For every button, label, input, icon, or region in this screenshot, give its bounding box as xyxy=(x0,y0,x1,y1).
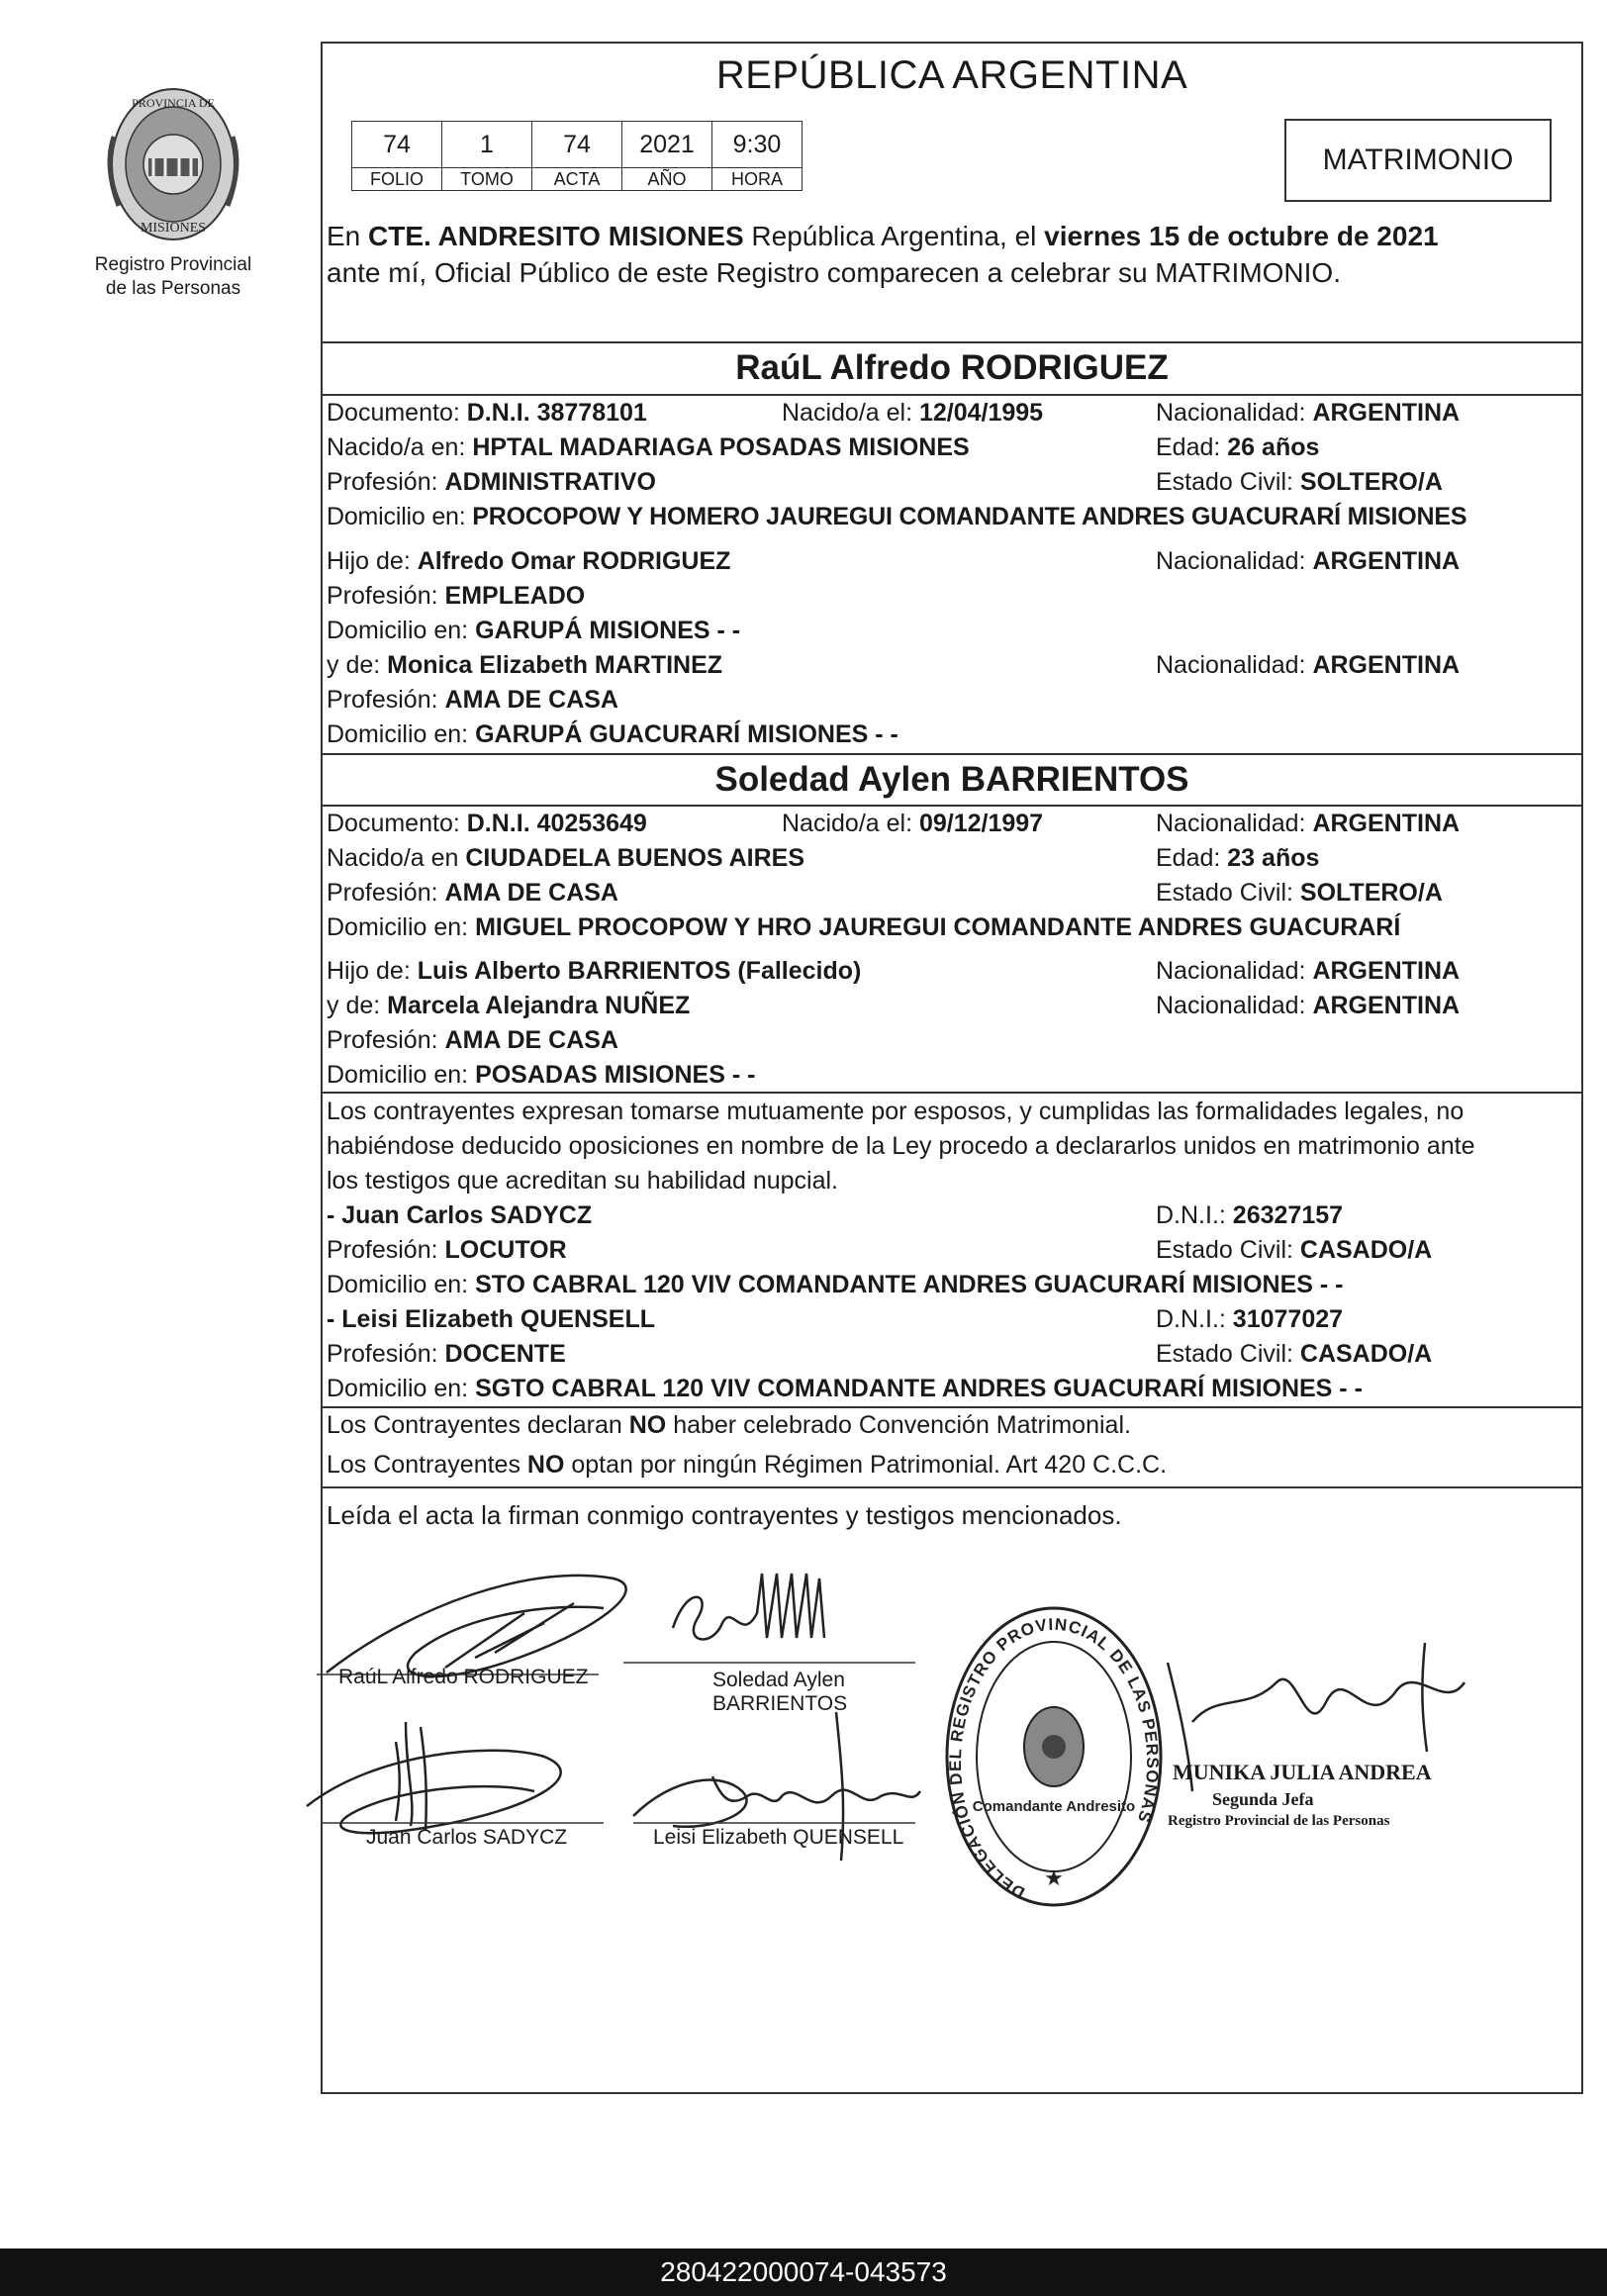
bride-document: Documento: D.N.I. 40253649 xyxy=(327,810,647,837)
divider xyxy=(321,753,1583,755)
footer-code: 280422000074-043573 xyxy=(0,2248,1607,2296)
official-role: Segunda Jefa xyxy=(1212,1789,1314,1809)
groom-birthdate: Nacido/a el: 12/04/1995 xyxy=(782,399,1044,427)
groom-father-address: Domicilio en: GARUPÁ MISIONES - - xyxy=(327,617,741,644)
bride-civil-status: Estado Civil: SOLTERO/A xyxy=(1156,879,1443,907)
registry-stamp xyxy=(940,1598,1168,1915)
anio-value: 2021 xyxy=(622,122,712,168)
bride-mother-nationality: Nacionalidad: ARGENTINA xyxy=(1156,992,1461,1019)
acta-label: ACTA xyxy=(532,168,622,191)
svg-text:Comandante Andresito: Comandante Andresito xyxy=(972,1798,1136,1815)
logo-caption xyxy=(69,253,277,301)
witness2-address: Domicilio en: SGTO CABRAL 120 VIV COMANDANTE ANDRES GUACURARÍ MISIONES - - xyxy=(327,1375,1363,1402)
divider xyxy=(321,1092,1583,1094)
bride-mother: y de: Marcela Alejandra NUÑEZ xyxy=(327,992,691,1019)
divider xyxy=(321,394,1583,396)
groom-age: Edad: 26 años xyxy=(1156,433,1320,461)
intro-line2: ante mí, Oficial Público de este Registro comparecen a celebrar su MATRIMONIO. xyxy=(327,257,1341,288)
official-office: Registro Provincial de las Personas xyxy=(1168,1813,1390,1829)
intro-date: viernes 15 de octubre de 2021 xyxy=(1044,221,1439,251)
closing-statement: Leída el acta la firman conmigo contrayentes y testigos mencionados. xyxy=(327,1500,1122,1530)
hora-label: HORA xyxy=(712,168,803,191)
folio-value: 74 xyxy=(352,122,442,168)
intro-place: CTE. ANDRESITO MISIONES xyxy=(368,221,744,251)
groom-mother-profession: Profesión: AMA DE CASA xyxy=(327,686,618,714)
bride-address: Domicilio en: MIGUEL PROCOPOW Y HRO JAUREGUI COMANDANTE ANDRES GUACURARÍ xyxy=(327,913,1401,941)
bride-nationality: Nacionalidad: ARGENTINA xyxy=(1156,810,1461,837)
witness2-profession: Profesión: DOCENTE xyxy=(327,1340,566,1368)
witness2-civil-status: Estado Civil: CASADO/A xyxy=(1156,1340,1433,1368)
svg-text:PROVINCIA DE: PROVINCIA DE xyxy=(132,96,215,110)
bride-name: Soledad Aylen BARRIENTOS xyxy=(714,760,1189,799)
groom-father: Hijo de: Alfredo Omar RODRIGUEZ xyxy=(327,547,731,575)
regime-line1: Los Contrayentes declaran NO haber celebrado Convención Matrimonial. xyxy=(327,1411,1131,1439)
groom-mother: y de: Monica Elizabeth MARTINEZ xyxy=(327,651,723,679)
groom-address: Domicilio en: PROCOPOW Y HOMERO JAUREGUI COMANDANTE ANDRES GUACURARÍ MISIONES xyxy=(327,503,1467,530)
logo-caption-line2: de las Personas xyxy=(105,278,241,299)
bride-signature xyxy=(673,1574,824,1639)
groom-signature-label: RaúL Alfredo RODRIGUEZ xyxy=(338,1666,589,1688)
bride-father-nationality: Nacionalidad: ARGENTINA xyxy=(1156,957,1461,985)
witness1-civil-status: Estado Civil: CASADO/A xyxy=(1156,1236,1433,1264)
svg-text:DELEGACIÓN DEL REGISTRO PROVIN: DELEGACIÓN DEL REGISTRO PROVINCIAL DE LAS PERSONAS xyxy=(945,1614,1163,1903)
record-type-box: MATRIMONIO xyxy=(1284,119,1552,202)
hora-value: 9:30 xyxy=(712,122,803,168)
bride-mother-profession: Profesión: AMA DE CASA xyxy=(327,1026,618,1054)
province-seal-logo xyxy=(94,77,252,245)
bride-signature-label-line2: BARRIENTOS xyxy=(712,1692,848,1715)
witness1-signature xyxy=(307,1722,561,1833)
record-table xyxy=(351,121,803,191)
witness1-name: - Juan Carlos SADYCZ xyxy=(327,1201,593,1229)
groom-mother-address: Domicilio en: GARUPÁ GUACURARÍ MISIONES - - xyxy=(327,720,898,748)
witness2-signature-label: Leisi Elizabeth QUENSELL xyxy=(653,1826,904,1849)
groom-mother-nationality: Nacionalidad: ARGENTINA xyxy=(1156,651,1461,679)
witness1-profession: Profesión: LOCUTOR xyxy=(327,1236,567,1264)
groom-name: RaúL Alfredo RODRIGUEZ xyxy=(735,348,1169,387)
groom-civil-status: Estado Civil: SOLTERO/A xyxy=(1156,468,1443,496)
bride-signature-label-line1: Soledad Aylen xyxy=(712,1669,845,1691)
groom-profession: Profesión: ADMINISTRATIVO xyxy=(327,468,656,496)
groom-birthplace: Nacido/a en: HPTAL MADARIAGA POSADAS MISIONES xyxy=(327,433,970,461)
groom-document: Documento: D.N.I. 38778101 xyxy=(327,399,647,427)
svg-text:★: ★ xyxy=(1044,1866,1064,1890)
divider xyxy=(321,805,1583,807)
groom-signature xyxy=(327,1576,626,1676)
witness1-address: Domicilio en: STO CABRAL 120 VIV COMANDANTE ANDRES GUACURARÍ MISIONES - - xyxy=(327,1271,1344,1298)
divider xyxy=(321,341,1583,343)
logo-caption-line1: Registro Provincial xyxy=(94,254,252,275)
witness2-name: - Leisi Elizabeth QUENSELL xyxy=(327,1305,655,1333)
witness1-signature-label: Juan Carlos SADYCZ xyxy=(366,1826,568,1849)
bride-birthdate: Nacido/a el: 09/12/1997 xyxy=(782,810,1044,837)
divider xyxy=(321,1486,1583,1488)
acta-value: 74 xyxy=(532,122,622,168)
bride-mother-address: Domicilio en: POSADAS MISIONES - - xyxy=(327,1061,756,1089)
bride-father: Hijo de: Luis Alberto BARRIENTOS (Fallecido) xyxy=(327,957,862,985)
tomo-value: 1 xyxy=(442,122,532,168)
groom-father-profession: Profesión: EMPLEADO xyxy=(327,582,586,610)
anio-label: AÑO xyxy=(622,168,712,191)
document-title: REPÚBLICA ARGENTINA xyxy=(715,53,1188,97)
bride-birthplace: Nacido/a en CIUDADELA BUENOS AIRES xyxy=(327,844,804,872)
bride-profession: Profesión: AMA DE CASA xyxy=(327,879,618,907)
svg-text:MISIONES: MISIONES xyxy=(140,221,207,236)
groom-father-nationality: Nacionalidad: ARGENTINA xyxy=(1156,547,1461,575)
folio-label: FOLIO xyxy=(352,168,442,191)
bride-age: Edad: 23 años xyxy=(1156,844,1320,872)
groom-nationality: Nacionalidad: ARGENTINA xyxy=(1156,399,1461,427)
regime-line2: Los Contrayentes NO optan por ningún Régimen Patrimonial. Art 420 C.C.C. xyxy=(327,1451,1168,1479)
witness1-dni: D.N.I.: 26327157 xyxy=(1156,1201,1344,1229)
divider xyxy=(321,1406,1583,1408)
declaration-paragraph: Los contrayentes expresan tomarse mutuamente por esposos, y cumplidas las formalidades legales, no habiéndose deducido oposiciones en nombre de la Ley procedo a declararlos unidos en matrimonio ante los testigos que acreditan su habilidad nupcial. xyxy=(327,1098,1475,1195)
official-name: MUNIKA JULIA ANDREA xyxy=(1173,1760,1432,1784)
intro-paragraph: En CTE. ANDRESITO MISIONES República Argentina, el viernes 15 de octubre de 2021 ante mí, Oficial Público de este Registro comparecen a celebrar su MATRIMONIO. xyxy=(327,218,1578,291)
witness2-dni: D.N.I.: 31077027 xyxy=(1156,1305,1344,1333)
tomo-label: TOMO xyxy=(442,168,532,191)
